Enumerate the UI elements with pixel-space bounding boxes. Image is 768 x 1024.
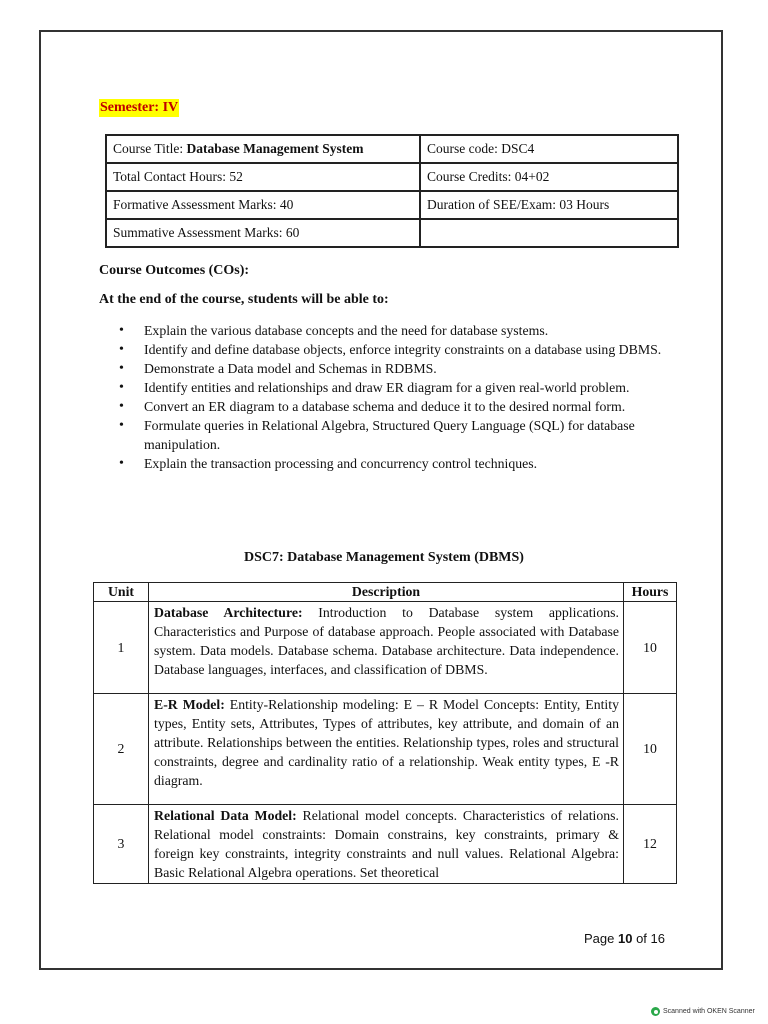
unit-text: Entity-Relationship modeling: E – R Model Concepts: Entity, Entity types, Entity sets, Attributes, Types of attributes, key attribute, and domain of an attribute. Relationships between the entities. Relationship types, roles and structural constraints, degree and cardinality ratio of a relationship. Weak entity types, E -R diagram. bbox=[154, 697, 619, 788]
scanner-text: Scanned with OKEN Scanner bbox=[663, 1008, 755, 1015]
unit-heading: E-R Model: bbox=[154, 697, 225, 712]
unit-number: 3 bbox=[94, 805, 149, 884]
unit-column-header: Unit bbox=[94, 583, 149, 602]
table-row bbox=[106, 135, 678, 163]
table-header-row bbox=[94, 583, 677, 602]
course-outcomes-list bbox=[119, 322, 679, 474]
course-code-cell: Course code: DSC4 bbox=[420, 135, 678, 163]
table-row bbox=[94, 805, 677, 884]
unit-number: 2 bbox=[94, 694, 149, 805]
scanner-watermark bbox=[651, 1007, 755, 1016]
list-item: • Convert an ER diagram to a database schema and deduce it to the desired normal form. bbox=[119, 398, 679, 417]
table-row bbox=[106, 219, 678, 247]
unit-description bbox=[149, 805, 624, 884]
list-item: • Identify entities and relationships and draw ER diagram for a given real-world problem. bbox=[119, 379, 679, 398]
exam-duration-cell: Duration of SEE/Exam: 03 Hours bbox=[420, 191, 678, 219]
unit-description bbox=[149, 602, 624, 694]
course-info-table bbox=[105, 134, 679, 248]
page-total: 16 bbox=[650, 931, 665, 946]
page-middle: of bbox=[632, 931, 651, 946]
summative-marks-cell: Summative Assessment Marks: 60 bbox=[106, 219, 420, 247]
hours-column-header: Hours bbox=[624, 583, 677, 602]
unit-heading: Relational Data Model: bbox=[154, 808, 297, 823]
course-outcomes-heading: Course Outcomes (COs): bbox=[99, 263, 250, 278]
description-column-header: Description bbox=[149, 583, 624, 602]
table-row bbox=[106, 163, 678, 191]
list-item: • Explain the various database concepts and the need for database systems. bbox=[119, 322, 679, 341]
page-number bbox=[584, 931, 665, 946]
list-item: • Demonstrate a Data model and Schemas in RDBMS. bbox=[119, 360, 679, 379]
syllabus-table bbox=[93, 582, 677, 884]
contact-hours-cell: Total Contact Hours: 52 bbox=[106, 163, 420, 191]
table-row bbox=[94, 602, 677, 694]
table-row bbox=[94, 694, 677, 805]
unit-text: Relational model concepts. Characteristics of relations. Relational model constraints: Domain constrains, key constraints, primary & foreign key constraints, integrity constraints and null values. Relational Algebra: Basic Relational Algebra operations. Set theoretical bbox=[154, 808, 619, 880]
course-title-value: Database Management System bbox=[186, 141, 364, 156]
unit-description bbox=[149, 694, 624, 805]
unit-hours: 10 bbox=[624, 602, 677, 694]
scanner-logo-icon bbox=[651, 1007, 660, 1016]
list-item: • Explain the transaction processing and concurrency control techniques. bbox=[119, 455, 679, 474]
unit-hours: 10 bbox=[624, 694, 677, 805]
list-item: • Identify and define database objects, enforce integrity constraints on a database using DBMS. bbox=[119, 341, 679, 360]
course-outcomes-intro: At the end of the course, students will be able to: bbox=[99, 292, 389, 307]
course-title-cell bbox=[106, 135, 420, 163]
unit-text: Introduction to Database system applications. Characteristics and Purpose of database approach. People associated with Database system. Data models. Database schema. Database architecture. Data independence. Database languages, interfaces, and classification of DBMS. bbox=[154, 605, 620, 677]
unit-hours: 12 bbox=[624, 805, 677, 884]
semester-label: Semester: IV bbox=[100, 100, 179, 115]
list-item: • Formulate queries in Relational Algebra, Structured Query Language (SQL) for database manipulation. bbox=[119, 417, 679, 454]
page-prefix: Page bbox=[584, 931, 618, 946]
empty-cell bbox=[420, 219, 678, 247]
page-current: 10 bbox=[617, 931, 633, 946]
formative-marks-cell: Formative Assessment Marks: 40 bbox=[106, 191, 420, 219]
syllabus-title: DSC7: Database Management System (DBMS) bbox=[244, 550, 524, 565]
table-row bbox=[106, 191, 678, 219]
course-credits-cell: Course Credits: 04+02 bbox=[420, 163, 678, 191]
unit-number: 1 bbox=[94, 602, 149, 694]
course-title-label: Course Title: bbox=[113, 141, 187, 156]
unit-heading: Database Architecture: bbox=[154, 605, 303, 620]
